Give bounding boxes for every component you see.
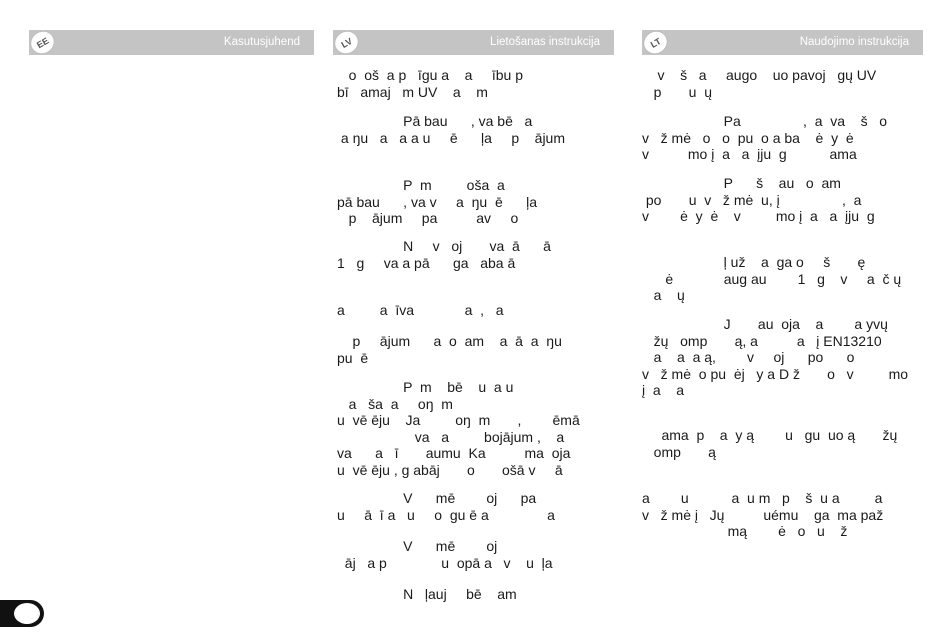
lv-paragraph: Pā bau , va bē a a ŋu a a a u ē ļa p ājum: [340, 113, 566, 146]
lt-paragraph: v š a augo uo pavoj gų UV p u ų: [653, 67, 877, 100]
lv-column-header: [333, 30, 614, 55]
lt-paragraph: ļ už a ga o š ę ė aug au 1 g v a č ų a ų: [653, 254, 902, 303]
lt-paragraph: a u a u m p š u a a v ž mė į Jų uému ga ma paž mą ė o u ž: [642, 490, 884, 539]
lv-badge-label: LV: [339, 35, 354, 50]
lv-column-title: Lietošanas instrukcija: [490, 36, 600, 48]
ee-column-header: [29, 30, 314, 55]
lv-paragraph: o oš a p īgu a a ību p bī amaj m UV a m: [337, 67, 523, 100]
lv-language-badge: [330, 26, 363, 58]
lv-paragraph: p ājum a o am a ā a ŋu pu ē: [337, 333, 562, 366]
lt-column-header: [642, 30, 923, 55]
lt-column-title: Naudojimo instrukcija: [799, 36, 909, 48]
lt-paragraph: ama p a y ą u gu uo ą žų omp ą: [653, 427, 898, 460]
lt-language-badge: [639, 26, 672, 58]
lv-paragraph: a a īva a , a: [337, 302, 504, 318]
lv-paragraph: P m bē u a u a ša a oŋ m u vē ēju Ja oŋ m , ēmā va a bojājum , a va a ī aumu Ka ma oja u vē ēju , g abāj o ošā v ā: [337, 379, 580, 478]
lt-paragraph: Pa , a va š o v ž mė o o pu o a ba ė y ė v mo į a a įju g ama: [642, 113, 888, 162]
lv-paragraph: P m oša a pā bau , va v a ŋu ē ļa p ājum pa av o: [337, 177, 537, 226]
lv-paragraph: V mē oj pa u ā ī a u o gu ē a a: [337, 490, 555, 523]
lt-paragraph: P š au o am po u v ž mė u, į , a v ė y ė v mo į a a įju g: [642, 175, 875, 224]
ee-column-title: Kasutusjuhend: [223, 36, 300, 48]
lv-paragraph: V mē oj āj a p u opā a v u ļa: [344, 538, 553, 571]
lv-paragraph: N v oj va ā ā 1 g va a pā ga aba ā: [337, 238, 551, 271]
page-tab-marker: [0, 600, 44, 627]
lt-badge-label: LT: [648, 36, 663, 50]
lv-paragraph: N ļauj bē am: [337, 586, 517, 602]
ee-badge-label: EE: [35, 35, 51, 51]
ee-language-badge: [26, 26, 59, 58]
lt-paragraph: J au oja a a yvų žų omp ą, a a į EN13210 a a a ą, v oj po o v ž mė o pu ėj y a D ž o v mo į a a: [642, 316, 909, 398]
page-tab-dot: [14, 603, 40, 624]
